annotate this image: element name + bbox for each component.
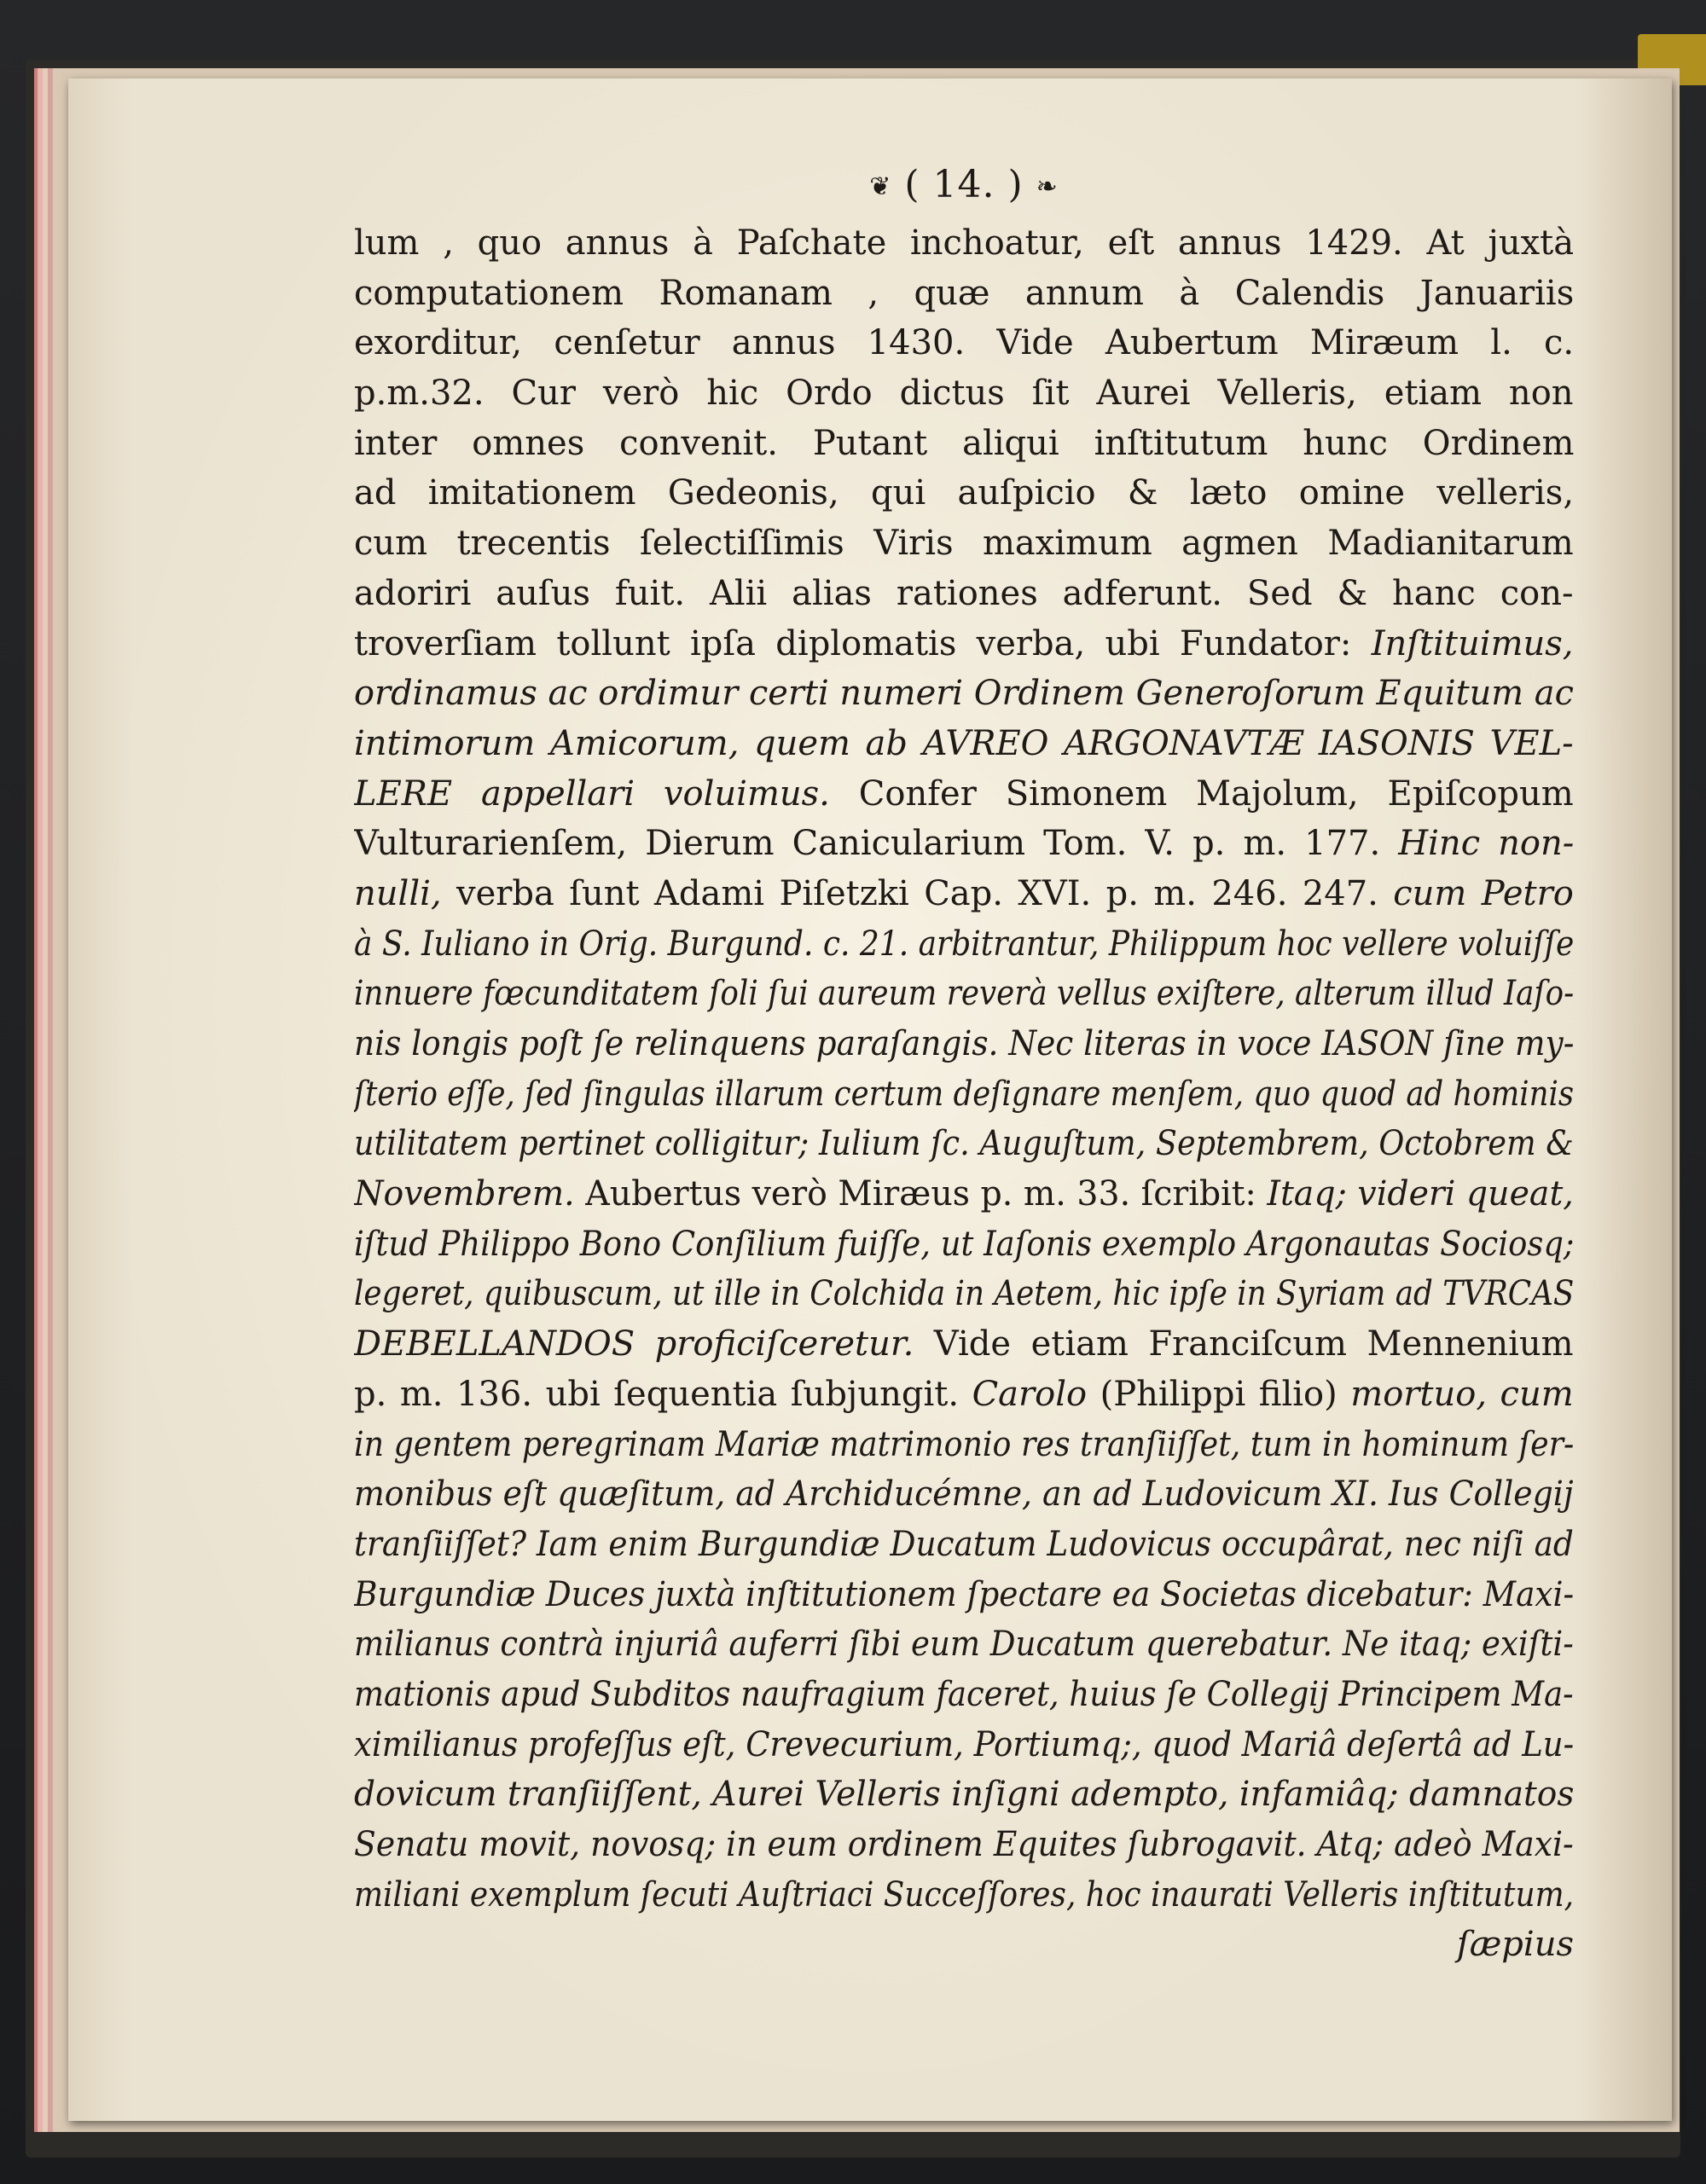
italic-run: mortuo, cum xyxy=(1350,1374,1574,1414)
roman-run: Aubertus verò Miræus p. m. 33. ſcribit: xyxy=(574,1174,1268,1214)
text-line xyxy=(354,619,1574,669)
roman-run: lum , quo annus à Paſchate inchoatur, eſt annus 1429. At juxtà xyxy=(354,223,1574,263)
page-number: ( 14. ) xyxy=(904,163,1024,206)
text-line xyxy=(354,1619,1574,1670)
text-line xyxy=(354,1670,1574,1720)
roman-run: (Philippi filio) xyxy=(1087,1374,1351,1414)
text-line xyxy=(354,1469,1574,1520)
roman-run: ad imitationem Gedeonis, qui auſpicio & læto omine velleris, xyxy=(354,473,1574,513)
italic-run: Carolo xyxy=(972,1374,1088,1414)
text-line xyxy=(354,569,1574,619)
catchword: ſæpius xyxy=(1456,1925,1574,1965)
roman-run: inter omnes convenit. Putant aliqui inſtitutum hunc Ordinem xyxy=(354,423,1574,463)
text-line xyxy=(354,1770,1574,1820)
italic-run: legeret, quibuscum, ut ille in Colchida in Aetem, hic ipſe in Syriam ad TVRCAS xyxy=(354,1274,1574,1314)
text-line xyxy=(354,1570,1574,1620)
text-line xyxy=(354,269,1574,319)
italic-run: LERE appellari voluimus. xyxy=(354,773,830,814)
roman-run: computationem Romanam , quæ annum à Calendis Januariis xyxy=(354,273,1574,313)
text-line xyxy=(354,1420,1574,1470)
text-line xyxy=(354,1820,1574,1870)
text-line xyxy=(354,1119,1574,1169)
italic-run: Inſtituimus, xyxy=(1371,623,1574,663)
roman-run: verba ſunt Adami Piſetzki Cap. XVI. p. m. 246. 247. xyxy=(441,873,1394,913)
italic-run: utilitatem pertinet colligitur; Iulium ſc. Auguſtum, Septembrem, Octobrem & xyxy=(354,1124,1574,1164)
text-line xyxy=(354,218,1574,269)
text-line xyxy=(354,368,1574,419)
roman-run: Vulturarienſem, Dierum Canicularium Tom. V. p. m. 177. xyxy=(354,824,1399,864)
italic-run: Novembrem. xyxy=(354,1174,575,1214)
italic-run: à S. Iuliano in Orig. Burgund. c. 21. arbitrantur, Philippum hoc vellere voluiſſe xyxy=(354,924,1574,964)
text-line xyxy=(354,318,1574,368)
text-line xyxy=(354,1520,1574,1570)
text-line xyxy=(354,468,1574,518)
italic-run: in gentem peregrinam Mariæ matrimonio res tranſiiſſet, tum in hominum ſer- xyxy=(354,1424,1574,1464)
text-line xyxy=(354,669,1574,719)
text-line xyxy=(354,1720,1574,1770)
text-line xyxy=(354,919,1574,970)
italic-run: innuere fœcunditatem ſoli ſui aureum reverà vellus exiſtere, alterum illud Iaſo- xyxy=(354,974,1574,1014)
text-line xyxy=(354,969,1574,1019)
text-line xyxy=(354,1219,1574,1270)
italic-run: intimorum Amicorum, quem ab AVREO ARGONAVTÆ IASONIS VEL- xyxy=(354,723,1574,763)
italic-run: tranſiiſſet? Iam enim Burgundiæ Ducatum Ludovicus occupârat, nec niſi ad xyxy=(354,1524,1574,1564)
italic-run: ſterio eſſe, ſed ſingulas illarum certum deſignare menſem, quo quod ad hominis xyxy=(354,1074,1574,1114)
italic-run: mationis apud Subditos naufragium faceret, huius ſe Collegij Principem Ma- xyxy=(354,1674,1574,1714)
text-line xyxy=(354,719,1574,769)
header-ornament-right: ❧ xyxy=(1036,171,1059,202)
italic-run: miliani exemplum ſecuti Auſtriaci Succeſſores, hoc inaurati Velleris inſtitutum, xyxy=(354,1874,1574,1915)
roman-run: p.m.32. Cur verò hic Ordo dictus ſit Aurei Velleris, etiam non xyxy=(354,374,1574,414)
roman-run: troverſiam tollunt ipſa diplomatis verba, ubi Fundator: xyxy=(354,623,1372,663)
italic-run: nis longis poſt ſe relinquens paraſangis. Nec literas in voce IASON ſine my- xyxy=(354,1024,1574,1063)
italic-run: iſtud Philippo Bono Conſilium fuiſſe, ut Iaſonis exemplo Argonautas Sociosq; xyxy=(354,1224,1574,1264)
italic-run: Senatu movit, novosq; in eum ordinem Equites ſubrogavit. Atq; adeò Maxi- xyxy=(354,1825,1574,1864)
text-line xyxy=(354,1269,1574,1319)
roman-run: cum trecentis ſelectiſſimis Viris maximum agmen Madianitarum xyxy=(354,524,1574,564)
text-line xyxy=(354,769,1574,820)
text-block xyxy=(354,154,1574,1970)
italic-run: Itaq; videri queat, xyxy=(1267,1174,1574,1214)
text-line xyxy=(354,1370,1574,1420)
roman-run: Vide etiam Franciſcum Mennenium xyxy=(914,1324,1574,1364)
italic-run: dovicum tranſiiſſent, Aurei Velleris inſigni adempto, infamiâq; damnatos xyxy=(354,1775,1574,1815)
italic-run: cum Petro xyxy=(1393,873,1574,913)
italic-run: DEBELLANDOS proficiſceretur. xyxy=(354,1324,914,1364)
header-ornament-left: ❦ xyxy=(869,171,892,202)
roman-run: exorditur, cenſetur annus 1430. Vide Aubertum Miræum l. c. xyxy=(354,323,1574,363)
text-line xyxy=(354,1019,1574,1069)
text-line xyxy=(354,419,1574,469)
roman-run: p. m. 136. ubi ſequentia ſubjungit. xyxy=(354,1374,972,1414)
text-line xyxy=(354,518,1574,569)
italic-run: ximilianus profeſſus eſt, Crevecurium, Portiumq;, quod Mariâ deſertâ ad Lu- xyxy=(354,1724,1574,1764)
italic-run: monibus eſt quæſitum, ad Archiducémne, an ad Ludovicum XI. Ius Collegij xyxy=(354,1474,1574,1515)
text-line xyxy=(354,1169,1574,1219)
italic-run: nulli, xyxy=(354,873,442,913)
roman-run: Confer Simonem Majolum, Epiſcopum xyxy=(829,773,1574,814)
text-line xyxy=(354,1069,1574,1120)
italic-run: ordinamus ac ordimur certi numeri Ordinem Generoſorum Equitum ac xyxy=(354,674,1574,714)
body-lines xyxy=(354,218,1574,1920)
text-line xyxy=(354,869,1574,919)
page-header xyxy=(354,154,1574,217)
text-line xyxy=(354,1870,1574,1920)
italic-run: Burgundiæ Duces juxtà inſtitutionem ſpectare ea Societas dicebatur: Maxi- xyxy=(354,1574,1574,1614)
italic-run: Hinc non- xyxy=(1398,824,1574,864)
text-line xyxy=(354,1319,1574,1370)
roman-run: adoriri auſus fuit. Alii alias rationes adferunt. Sed & hanc con- xyxy=(354,573,1574,613)
text-line xyxy=(354,819,1574,869)
italic-run: milianus contrà injuriâ auferri ſibi eum Ducatum querebatur. Ne itaq; exiſti- xyxy=(354,1625,1574,1665)
